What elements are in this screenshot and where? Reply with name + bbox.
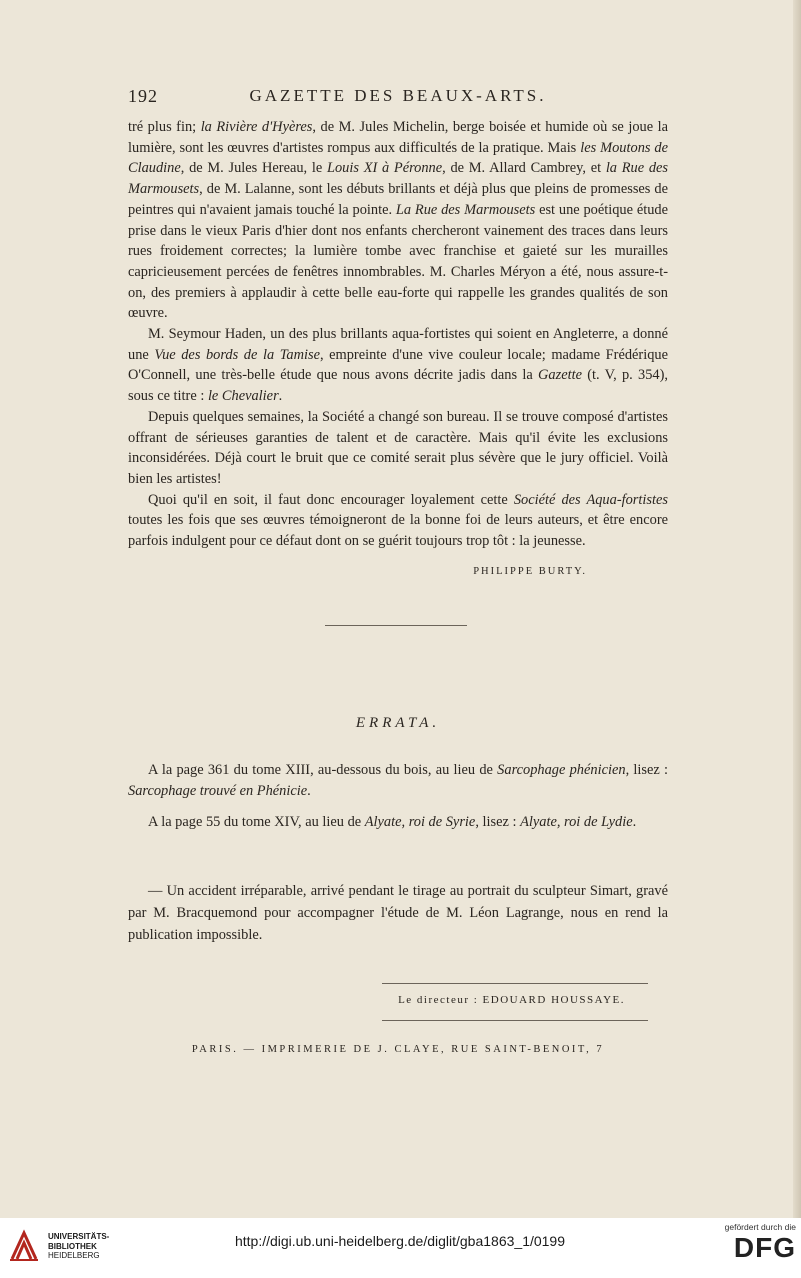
errata-list <box>128 760 668 843</box>
library-emblem-icon <box>8 1229 40 1263</box>
footer-bar <box>0 1218 801 1278</box>
italic-title: les Moutons de Claudine <box>128 139 668 177</box>
dfg-mark: DFG <box>733 1232 796 1263</box>
library-name-line: BIBLIOTHEK <box>48 1241 97 1251</box>
italic-title: Sarcophage trouvé en Phénicie <box>128 783 308 799</box>
italic-title: Alyate, roi de Lydie <box>520 814 633 830</box>
article-paragraph: Depuis quelques semaines, la Société a changé son bureau. Il se trouve composé d'artistes offrant de sérieuses garanties de talent et de caractère. Mais qu'il évite les exclusions inconsidérées. Déjà court le bruit que ce comité serait plus sévère que le jury officiel. Voilà bien les artistes! <box>128 408 668 487</box>
errata-item: A la page 55 du tome XIV, au lieu de Alyate, roi de Syrie, lisez : Alyate, roi de Lydie. <box>148 814 637 830</box>
permalink-url[interactable]: http://digi.ub.uni-heidelberg.de/diglit/gba1863_1/0199 <box>234 1233 566 1249</box>
funding-caption: gefördert durch die <box>724 1222 796 1232</box>
notice-paragraph: — Un accident irréparable, arrivé pendant le tirage au portrait du sculpteur Simart, gravé par M. Bracquemond pour accompagner l'étude de M. Léon Lagrange, nous en rend la publication impossible. <box>128 883 668 943</box>
italic-title: Vue des bords de la Tamise <box>154 346 320 363</box>
italic-title: Gazette <box>538 367 582 384</box>
dfg-logo[interactable] <box>700 1222 796 1264</box>
article-paragraph: Quoi qu'il en soit, il faut donc encourager loyalement cette Société des Aqua-fortistes toutes les fois que ses œuvres témoigneront de la bonne foi de leurs auteurs, et être encore parfois indulgent pour ce défaut dont on se guérit toujours trop tôt : la jeunesse. <box>128 491 668 550</box>
errata-heading: ERRATA. <box>355 715 441 731</box>
article-paragraph: tré plus fin; la Rivière d'Hyères, de M. Jules Michelin, berge boisée et humide où se joue la lumière, sont les œuvres d'artistes rompus aux difficultés de la pratique. Mais les Moutons de Claudine, de M. Jules Hereau, le Louis XI à Péronne, de M. Allard Cambrey, et la Rue des Marmousets, de M. Lalanne, sont les débuts brillants et déjà plus que pleins de promesses de peintres qui n'avaient jamais touché la pointe. La Rue des Marmousets est une poétique étude prise dans le vieux Paris d'hier dont nos enfants chercheront vainement des traces dans leurs rues froidement correctes; la lumière tombe avec franchise et gaieté sur les murailles capricieusement percées de fenêtres innombrables. M. Charles Méryon a été, nous assure-t-on, des premiers à applaudir à cette belle eau-forte qui rappelle les grandes qualités de son œuvre. <box>128 119 669 322</box>
italic-title: la Rivière d'Hyères <box>200 119 313 135</box>
library-name-line: HEIDELBERG <box>48 1251 100 1260</box>
library-name <box>48 1232 109 1261</box>
italic-title: La Rue des Marmousets <box>395 201 536 218</box>
article-body <box>128 117 668 552</box>
italic-title: la Rue des Marmousets <box>128 160 669 198</box>
director-rule-bottom <box>382 1020 648 1021</box>
italic-title: Alyate, roi de Syrie <box>364 814 476 830</box>
section-divider <box>325 625 467 626</box>
library-name-line: UNIVERSITÄTS- <box>48 1232 110 1241</box>
page-edge <box>793 0 801 1218</box>
page-number: 192 <box>128 86 158 106</box>
page-header <box>128 82 668 112</box>
italic-title: le Chevalier <box>207 388 279 405</box>
running-title: GAZETTE DES BEAUX-ARTS. <box>249 86 547 105</box>
director-line: Le directeur : EDOUARD HOUSSAYE. <box>398 994 625 1006</box>
article-paragraph: M. Seymour Haden, un des plus brillants aqua-fortistes qui soient en Angleterre, a donné une Vue des bords de la Tamise, empreinte d'une vive couleur locale; madame Frédérique O'Connell, une très-belle étude que nous avons décrite jadis dans la Gazette (t. V, p. 354), sous ce titre : le Chevalier. <box>128 326 668 405</box>
publication-notice <box>128 880 668 946</box>
italic-title: Sarcophage phénicien <box>497 762 626 778</box>
italic-title: Louis XI à Péronne <box>326 160 443 177</box>
italic-title: Société des Aqua-fortistes <box>513 491 668 508</box>
author-signature: PHILIPPE BURTY. <box>473 566 587 577</box>
printer-imprint: PARIS. — IMPRIMERIE DE J. CLAYE, RUE SAINT-BENOIT, 7 <box>191 1044 605 1055</box>
library-logo[interactable] <box>8 1229 128 1269</box>
director-rule-top <box>382 983 648 984</box>
errata-item: A la page 361 du tome XIII, au-dessous du bois, au lieu de Sarcophage phénicien, lisez : Sarcophage trouvé en Phénicie. <box>128 762 668 799</box>
